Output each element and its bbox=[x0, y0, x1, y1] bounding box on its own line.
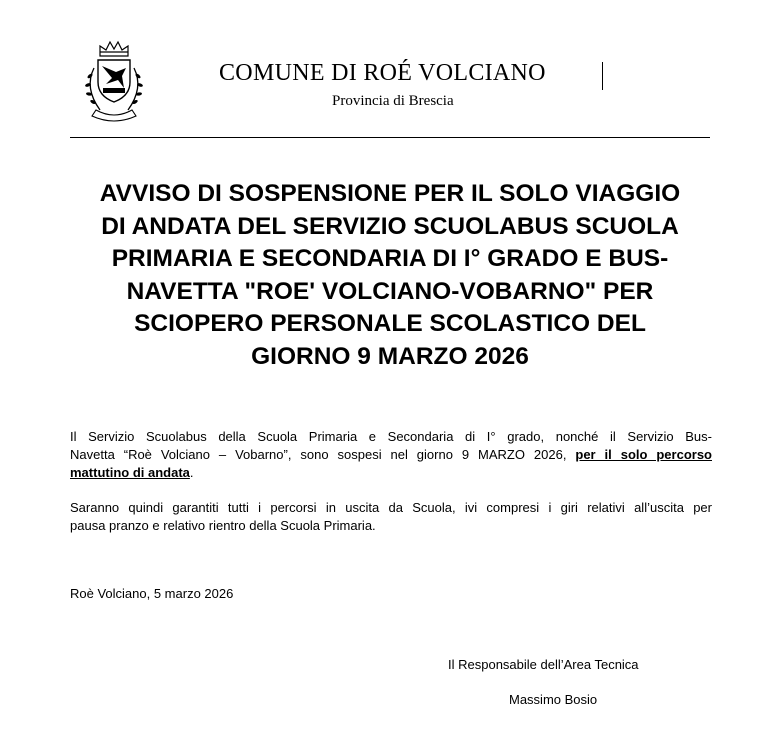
paragraph-text: . bbox=[189, 465, 194, 480]
text-cursor bbox=[602, 62, 603, 90]
paragraph-line: Il Servizio Scuolabus della Scuola Primaria e Secondaria di I° grado, nonché il Servizio Bus- bbox=[70, 429, 712, 444]
signatory-role: Il Responsabile dell’Area Tecnica bbox=[448, 657, 639, 672]
notice-title-line: DI ANDATA DEL SERVIZIO SCUOLABUS SCUOLA bbox=[101, 212, 679, 240]
notice-title-line: PRIMARIA E SECONDARIA DI I° GRADO E BUS- bbox=[111, 245, 669, 272]
province-name: Provincia di Brescia bbox=[332, 93, 454, 109]
header-divider bbox=[70, 137, 710, 138]
signatory-name: Massimo Bosio bbox=[509, 692, 598, 707]
paragraph-text: Navetta “Roè Volciano – Vobarno”, sono sospesi nel giorno 9 MARZO 2026, bbox=[70, 447, 576, 462]
notice-title bbox=[60, 178, 720, 373]
paragraph-line bbox=[70, 446, 712, 464]
paragraph-line bbox=[70, 464, 712, 482]
notice-paragraph-suspension bbox=[70, 428, 712, 482]
emphasis-text: per il solo percorso bbox=[575, 447, 712, 462]
municipality-name: COMUNE DI ROÉ VOLCIANO bbox=[219, 60, 546, 86]
municipal-crest-icon bbox=[76, 38, 152, 124]
notice-title-line: NAVETTA "ROE' VOLCIANO-VOBARNO" PER bbox=[126, 277, 654, 305]
paragraph-line: Saranno quindi garantiti tutti i percorsi in uscita da Scuola, ivi compresi i giri relativi all’uscita per bbox=[70, 500, 712, 515]
notice-title-line: AVVISO DI SOSPENSIONE PER IL SOLO VIAGGIO bbox=[99, 180, 681, 207]
notice-title-line: GIORNO 9 MARZO 2026 bbox=[251, 342, 529, 370]
notice-title-line: SCIOPERO PERSONALE SCOLASTICO DEL bbox=[134, 310, 646, 337]
notice-paragraph-guarantees bbox=[70, 499, 712, 535]
paragraph-line: pausa pranzo e relativo rientro della Scuola Primaria. bbox=[70, 518, 376, 533]
emphasis-text: mattutino di andata bbox=[70, 465, 190, 480]
place-and-date: Roè Volciano, 5 marzo 2026 bbox=[70, 586, 234, 601]
